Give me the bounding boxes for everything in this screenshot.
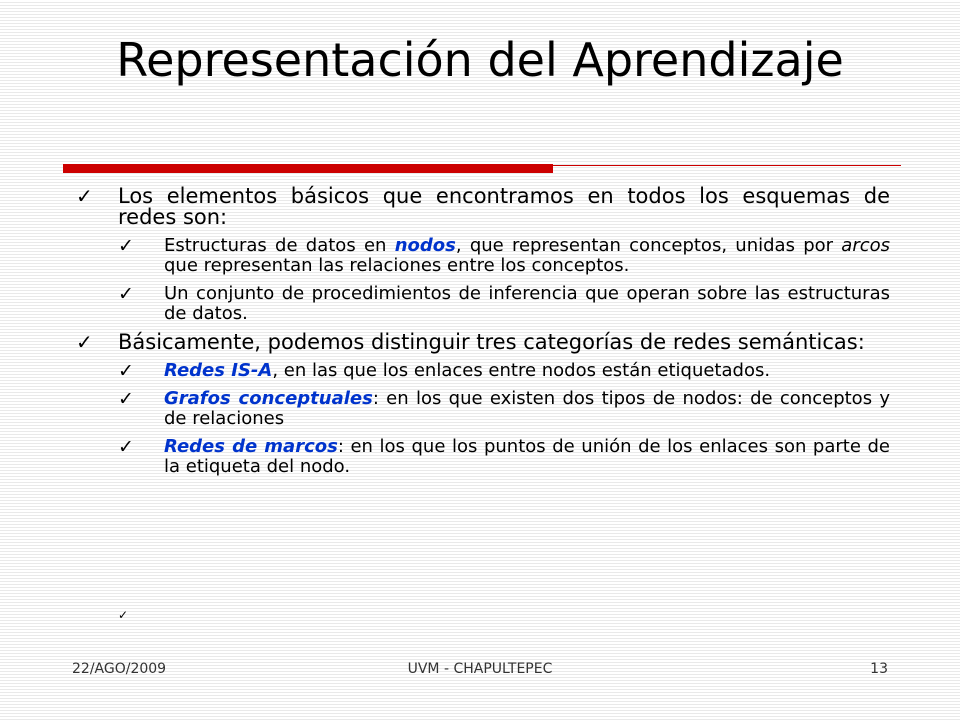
bullet-text: : en los que los puntos de unión de los enlaces son parte de la etiqueta del nodo. xyxy=(164,436,890,477)
sub-bullet-redes-is-a xyxy=(72,361,890,381)
bullet-text: Un conjunto de procedimientos de inferencia que operan sobre las estructuras de datos. xyxy=(164,283,890,324)
check-icon: ✓ xyxy=(118,436,134,458)
bullet-text: , en las que los enlaces entre nodos están etiquetados. xyxy=(272,360,771,381)
check-icon: ✓ xyxy=(76,330,93,354)
check-icon: ✓ xyxy=(118,235,134,257)
title-divider-thin xyxy=(553,165,901,166)
keyword-redes-de-marcos: Redes de marcos xyxy=(164,436,338,457)
bullet-text: , que representan conceptos, unidas por xyxy=(455,235,842,256)
bullet-text: que representan las relaciones entre los conceptos. xyxy=(164,255,630,276)
keyword-grafos-conceptuales: Grafos conceptuales xyxy=(164,388,373,409)
bullet-text: Estructuras de datos en xyxy=(164,235,395,256)
keyword-nodos: nodos xyxy=(394,235,456,256)
check-icon: ✓ xyxy=(118,360,134,382)
check-icon: ✓ xyxy=(118,283,134,305)
keyword-redes-is-a: Redes IS-A xyxy=(164,360,273,381)
empty-bullet-check-icon: ✓ xyxy=(118,608,129,622)
bullet-text: : en los que existen dos tipos de nodos: de conceptos y de relaciones xyxy=(164,388,891,429)
bullet-text: Los elementos básicos que encontramos en todos los esquemas de redes son: xyxy=(118,184,890,229)
footer-institution: UVM - CHAPULTEPEC xyxy=(407,661,553,677)
title-divider-thick xyxy=(63,164,553,173)
bullet-elementos-basicos xyxy=(72,186,890,228)
bullet-text: Básicamente, podemos distinguir tres categorías de redes semánticas: xyxy=(118,330,865,354)
sub-bullet-estructuras xyxy=(72,236,890,276)
bullet-categorias xyxy=(72,332,890,353)
sub-bullet-procedimientos xyxy=(72,284,890,324)
sub-bullet-redes-de-marcos xyxy=(72,437,890,477)
slide-title: Representación del Aprendizaje xyxy=(116,33,844,87)
footer-page-number: 13 xyxy=(870,661,888,677)
slide-content xyxy=(72,186,890,485)
check-icon: ✓ xyxy=(76,184,93,208)
check-icon: ✓ xyxy=(118,388,134,410)
footer-date: 22/AGO/2009 xyxy=(72,661,167,677)
emphasis-arcos: arcos xyxy=(841,235,891,256)
sub-bullet-grafos-conceptuales xyxy=(72,389,890,429)
